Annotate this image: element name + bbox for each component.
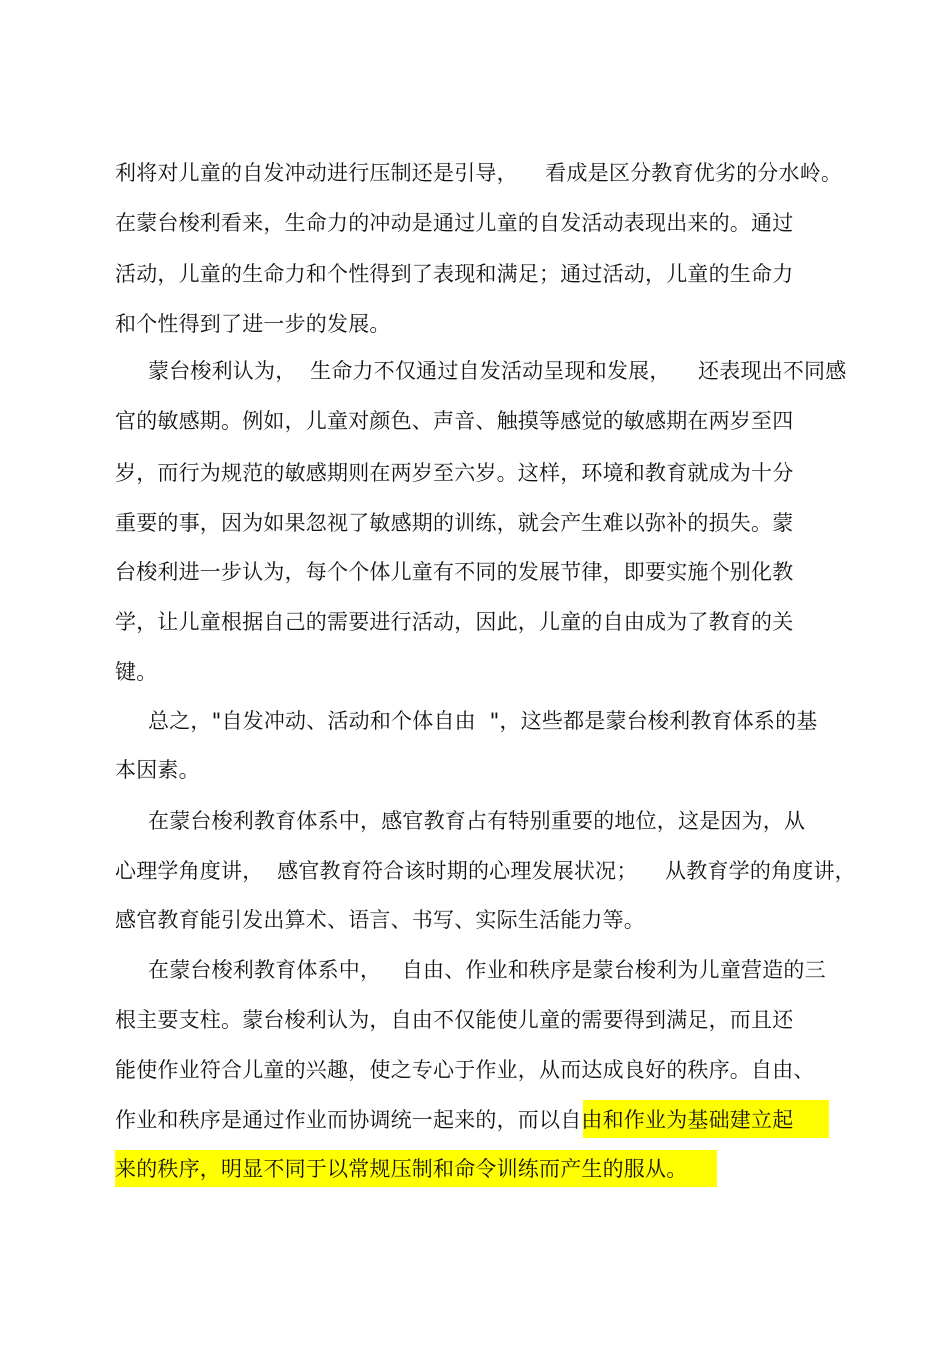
- paragraph-line: 官的敏感期。例如，儿童对颜色、声音、触摸等感觉的敏感期在两岁至四: [115, 409, 794, 433]
- paragraph-line: 岁，而行为规范的敏感期则在两岁至六岁。这样，环境和教育就成为十分: [115, 461, 794, 485]
- paragraph-line: 学，让儿童根据自己的需要进行活动，因此，儿童的自由成为了教育的关: [115, 610, 794, 634]
- paragraph-first-line: 蒙台梭利认为， 生命力不仅通过自发活动呈现和发展， 还表现出不同感: [148, 359, 847, 383]
- paragraph-line: 键。: [115, 660, 158, 684]
- paragraph-line: 活动，儿童的生命力和个性得到了表现和满足；通过活动，儿童的生命力: [115, 262, 794, 286]
- paragraph-line: 感官教育能引发出算术、语言、书写、实际生活能力等。: [115, 908, 645, 932]
- paragraph-line: 根主要支柱。蒙台梭利认为，自由不仅能使儿童的需要得到满足，而且还: [115, 1008, 794, 1032]
- paragraph-line: 台梭利进一步认为，每个个体儿童有不同的发展节律，即要实施个别化教: [115, 560, 794, 584]
- paragraph-first-line: 在蒙台梭利教育体系中， 自由、作业和秩序是蒙台梭利为儿童营造的三: [148, 958, 826, 982]
- paragraph-first-line: 总之，"自发冲动、活动和个体自由 "，这些都是蒙台梭利教育体系的基: [148, 709, 818, 733]
- paragraph-line: 心理学角度讲， 感官教育符合该时期的心理发展状况； 从教育学的角度讲，: [115, 859, 856, 883]
- paragraph-line: 重要的事，因为如果忽视了敏感期的训练，就会产生难以弥补的损失。蒙: [115, 511, 794, 535]
- paragraph-line: 利将对儿童的自发冲动进行压制还是引导， 看成是区分教育优劣的分水岭。: [115, 161, 843, 185]
- paragraph-line: 在蒙台梭利看来，生命力的冲动是通过儿童的自发活动表现出来的。通过: [115, 211, 794, 235]
- paragraph-first-line: 在蒙台梭利教育体系中，感官教育占有特别重要的地位，这是因为，从: [148, 809, 806, 833]
- highlighted-line: 来的秩序，明显不同于以常规压制和命令训练而产生的服从。: [115, 1157, 688, 1181]
- paragraph-line: [115, 1105, 793, 1135]
- paragraph-line: 和个性得到了进一步的发展。: [115, 312, 391, 336]
- line-text: 作业和秩序是通过作业而协调统一起来的，而以自由: [115, 1108, 603, 1132]
- paragraph-line: 能使作业符合儿童的兴趣，使之专心于作业，从而达成良好的秩序。自由、: [115, 1058, 815, 1082]
- paragraph-line: 本因素。: [115, 758, 200, 782]
- highlighted-text: 和作业为基础建立起: [602, 1108, 794, 1132]
